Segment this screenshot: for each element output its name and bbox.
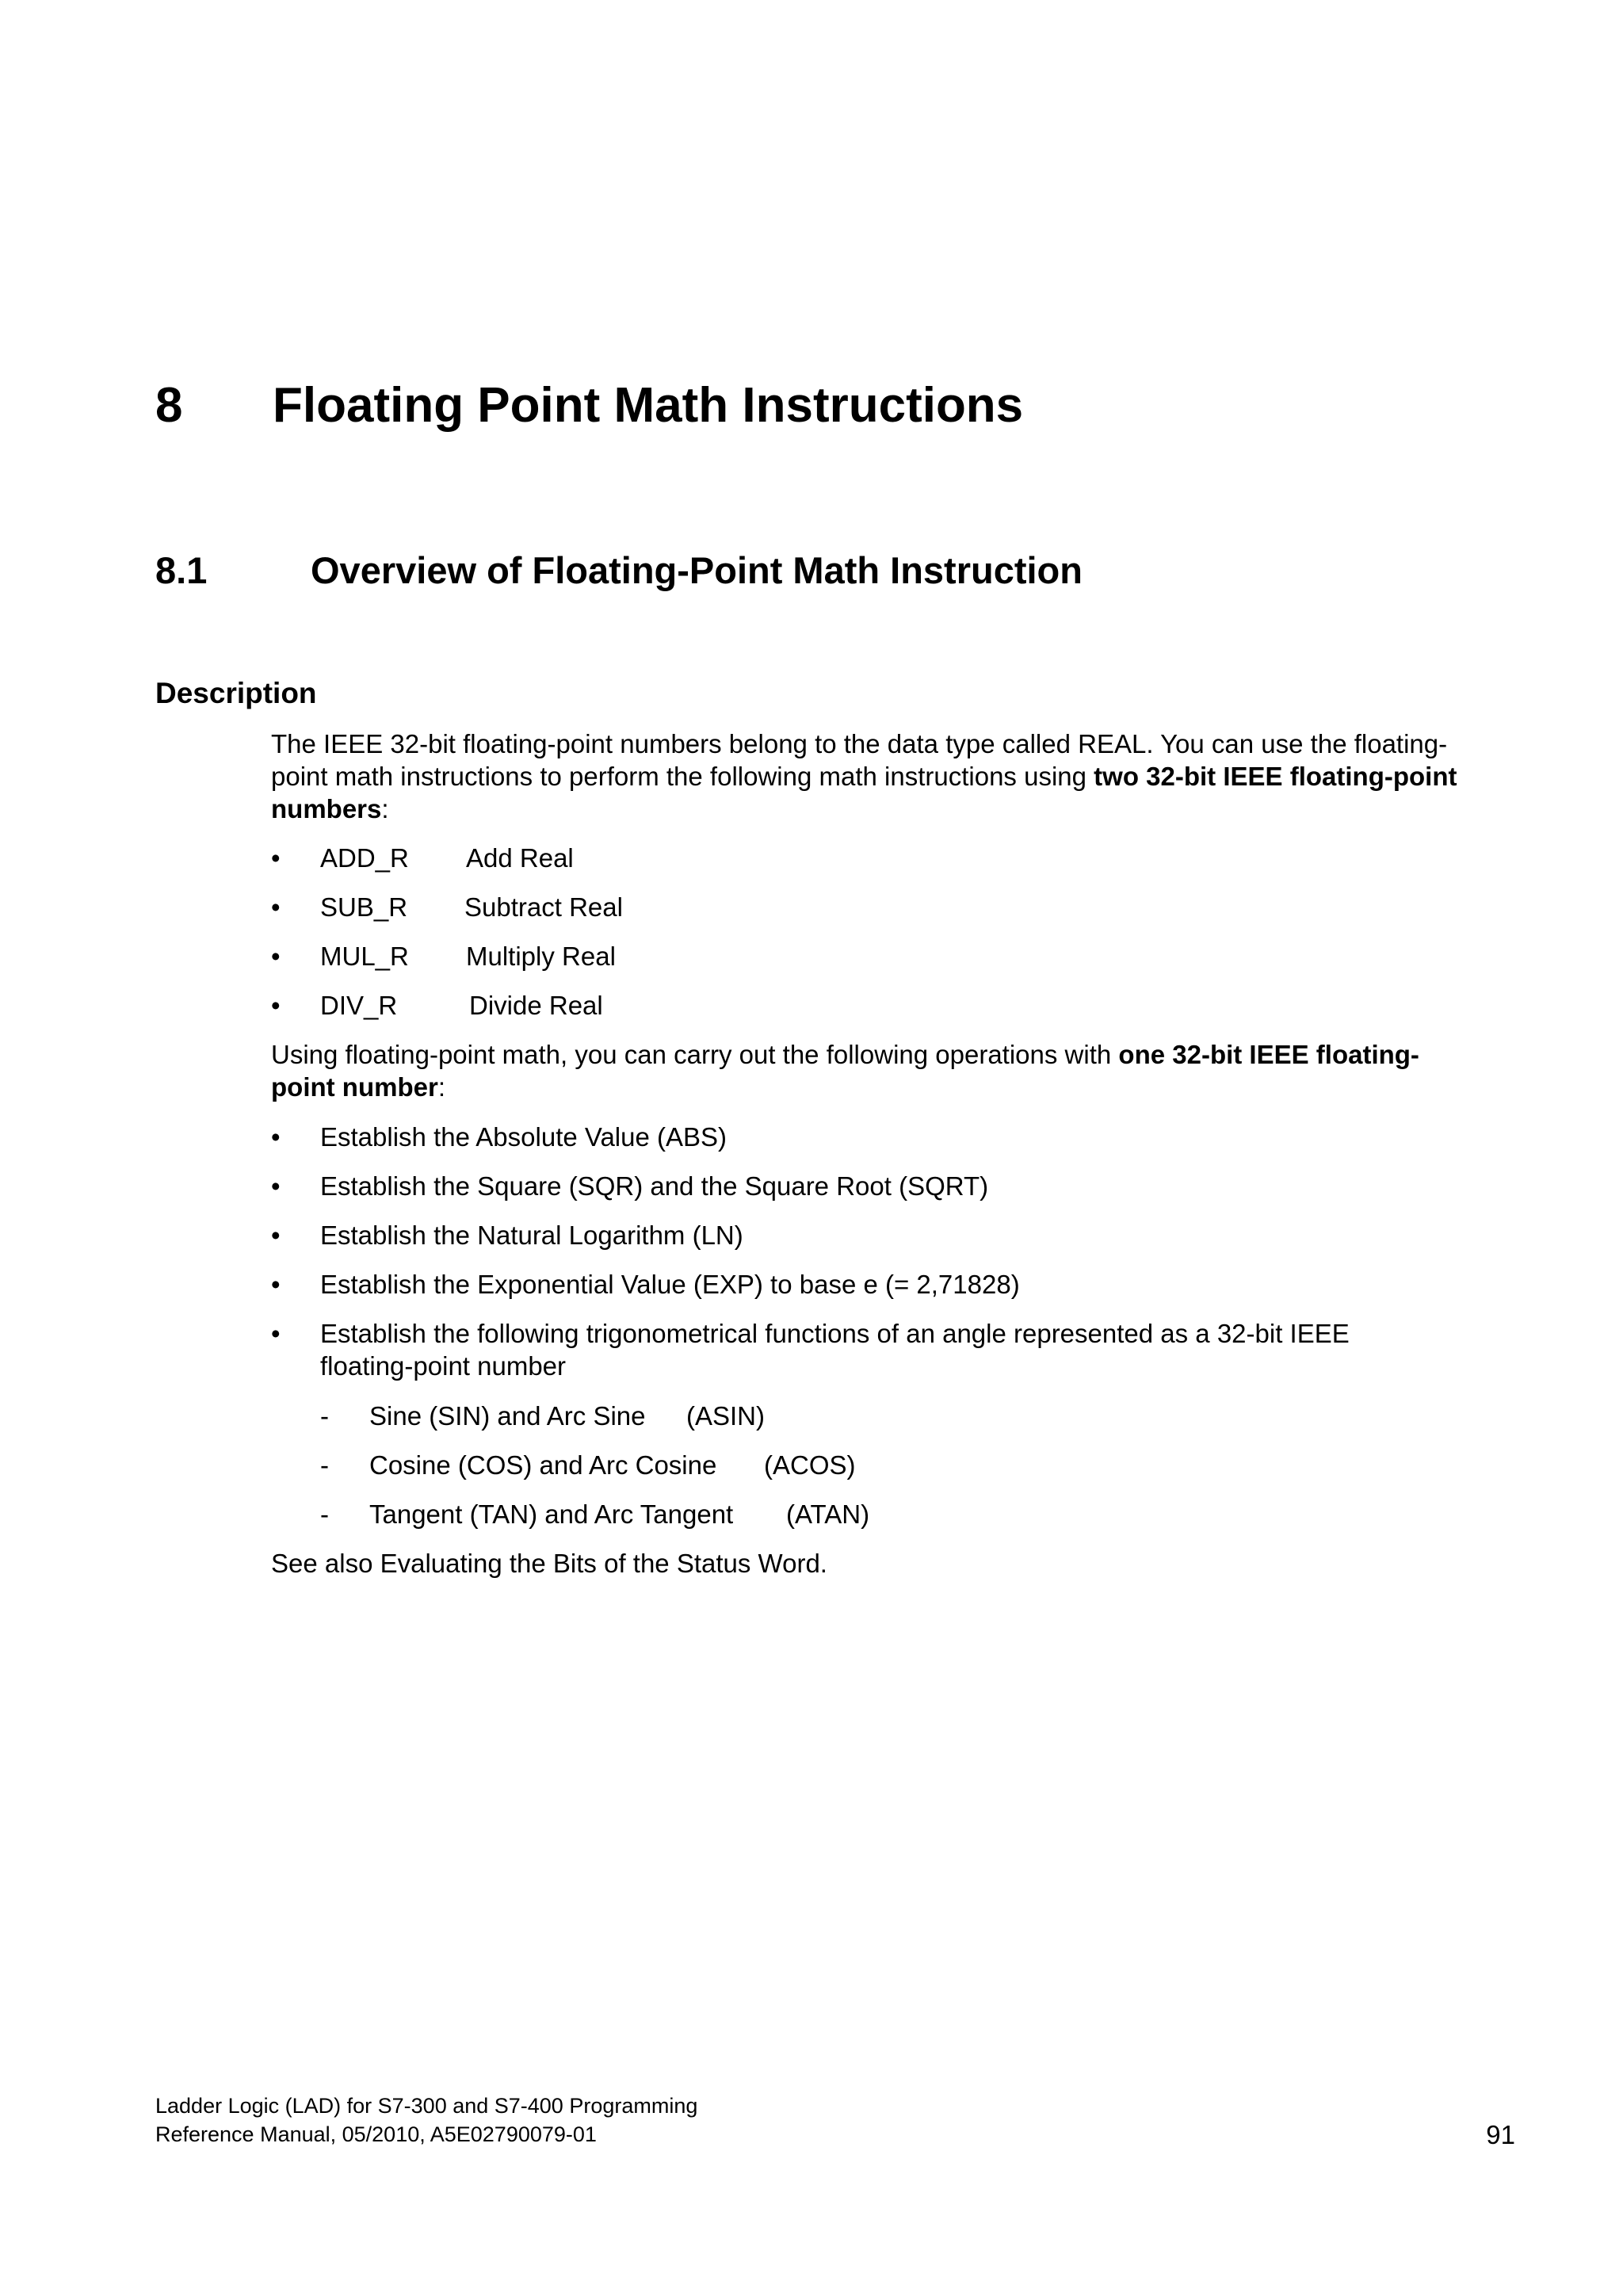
- section-number: 8.1: [155, 549, 208, 591]
- intro-end: :: [381, 794, 389, 823]
- footer-title: Ladder Logic (LAD) for S7-300 and S7-400 Programming: [155, 2094, 698, 2118]
- bullet-icon: •: [271, 1171, 281, 1201]
- instruction-code: ADD_R: [320, 843, 409, 873]
- sub-item-abbreviation: (ATAN): [786, 1499, 870, 1529]
- page-number: 91: [1486, 2120, 1515, 2149]
- chapter-number: 8: [155, 378, 183, 433]
- one-operand-intro-paragraph: [271, 1038, 1460, 1103]
- bullet-icon: •: [271, 1319, 281, 1348]
- one-operand-intro-bold-text: one 32-bit IEEE floating-point number: [271, 1040, 1419, 1102]
- bullet-icon: •: [271, 942, 281, 971]
- sub-item-abbreviation: (ASIN): [686, 1401, 765, 1431]
- chapter-title: [155, 374, 1023, 437]
- one-operand-intro-text: Using floating-point math, you can carry out the following operations with: [271, 1040, 1119, 1069]
- list-item-text: Establish the following trigonometrical functions of an angle represented as a 32-bit IEEE floating-point number: [320, 1319, 1350, 1381]
- section-title-text: Overview of Floating-Point Math Instruction: [311, 549, 1083, 591]
- bullet-icon: •: [271, 1122, 281, 1152]
- instruction-code: MUL_R: [320, 942, 409, 971]
- description-heading: Description: [155, 677, 317, 709]
- sub-item-text: Cosine (COS) and Arc Cosine: [369, 1450, 717, 1480]
- bullet-icon: •: [271, 892, 281, 922]
- sub-item-text: Tangent (TAN) and Arc Tangent: [369, 1499, 734, 1529]
- description-intro-paragraph: [271, 728, 1460, 825]
- chapter-title-text: Floating Point Math Instructions: [273, 378, 1024, 433]
- section-title: [155, 547, 1083, 594]
- list-item-text: Establish the Exponential Value (EXP) to base e (= 2,71828): [320, 1270, 1020, 1299]
- sub-item-abbreviation: (ACOS): [764, 1450, 856, 1480]
- list-item-text: Establish the Square (SQR) and the Square Root (SQRT): [320, 1171, 989, 1201]
- instruction-label: Multiply Real: [466, 942, 616, 971]
- bullet-icon: •: [271, 991, 281, 1020]
- intro-bold-text: two 32-bit IEEE floating-point numbers: [271, 762, 1457, 823]
- list-item-text: Establish the Absolute Value (ABS): [320, 1122, 727, 1152]
- dash-icon: -: [320, 1450, 329, 1480]
- dash-icon: -: [320, 1401, 329, 1431]
- bullet-icon: •: [271, 843, 281, 873]
- sub-item-text: Sine (SIN) and Arc Sine: [369, 1401, 646, 1431]
- footer-manual-info: Reference Manual, 05/2010, A5E02790079-01: [155, 2122, 597, 2146]
- one-operand-intro-end: :: [437, 1072, 445, 1102]
- instruction-code: SUB_R: [320, 892, 408, 922]
- dash-icon: -: [320, 1499, 329, 1529]
- list-item-text: Establish the Natural Logarithm (LN): [320, 1221, 743, 1250]
- bullet-icon: •: [271, 1221, 281, 1250]
- instruction-label: Divide Real: [469, 991, 603, 1020]
- bullet-icon: •: [271, 1270, 281, 1299]
- see-also-text: See also Evaluating the Bits of the Status Word.: [271, 1549, 827, 1578]
- instruction-code: DIV_R: [320, 991, 398, 1020]
- instruction-label: Subtract Real: [464, 892, 623, 922]
- instruction-label: Add Real: [466, 843, 574, 873]
- intro-text: The IEEE 32-bit floating-point numbers belong to the data type called REAL. You can use the floating-point math instructions to perform the following math instructions using: [271, 729, 1448, 791]
